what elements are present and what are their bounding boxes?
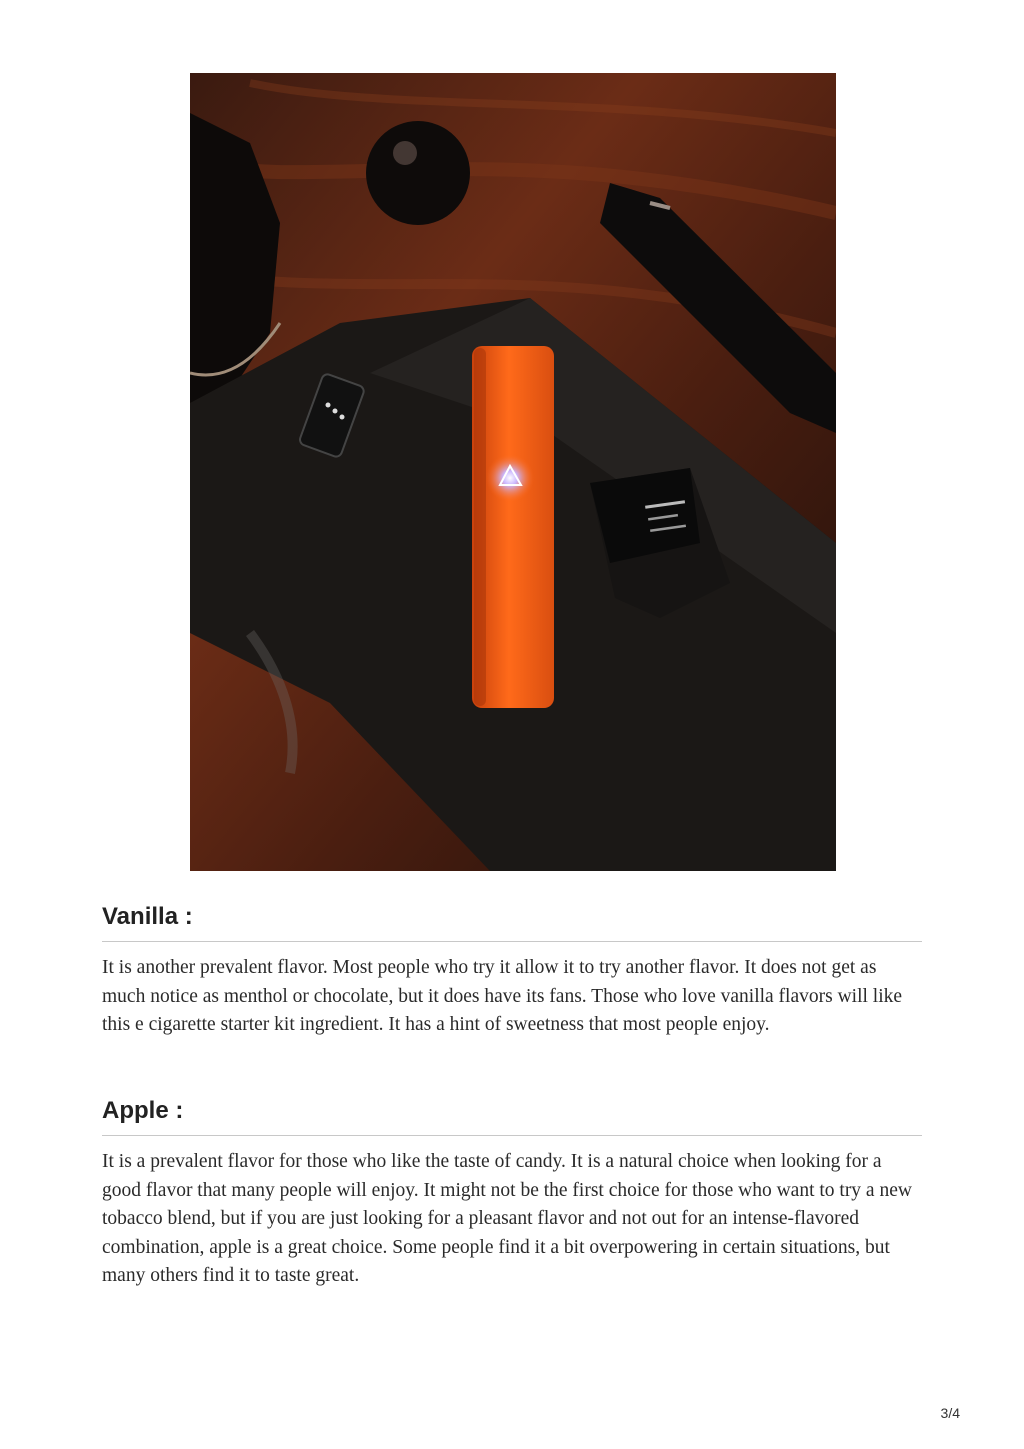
page-number: 3/4	[940, 1405, 960, 1421]
section-body: It is a prevalent flavor for those who like the taste of candy. It is a natural choice when looking for a good flavor that many people will enjoy. It might not be the first choice for those who want to try a new tobacco blend, but if you are just looking for a pleasant flavor and not out for an intense-flavored combination, apple is a great choice. Some people find it a bit overpowering in certain situations, but many others find it to taste great.	[102, 1151, 912, 1286]
product-photo	[190, 73, 836, 871]
section-heading: Vanilla :	[102, 902, 922, 942]
section-apple	[102, 1096, 922, 1291]
section-vanilla	[102, 902, 922, 1040]
section-heading: Apple :	[102, 1096, 922, 1136]
section-body: It is another prevalent flavor. Most people who try it allow it to try another flavor. It does not get as much notice as menthol or chocolate, but it does have its fans. Those who love vanilla flavors will like this e cigarette starter kit ingredient. It has a hint of sweetness that most people enjoy.	[102, 957, 903, 1035]
product-photo-icon	[190, 73, 836, 871]
